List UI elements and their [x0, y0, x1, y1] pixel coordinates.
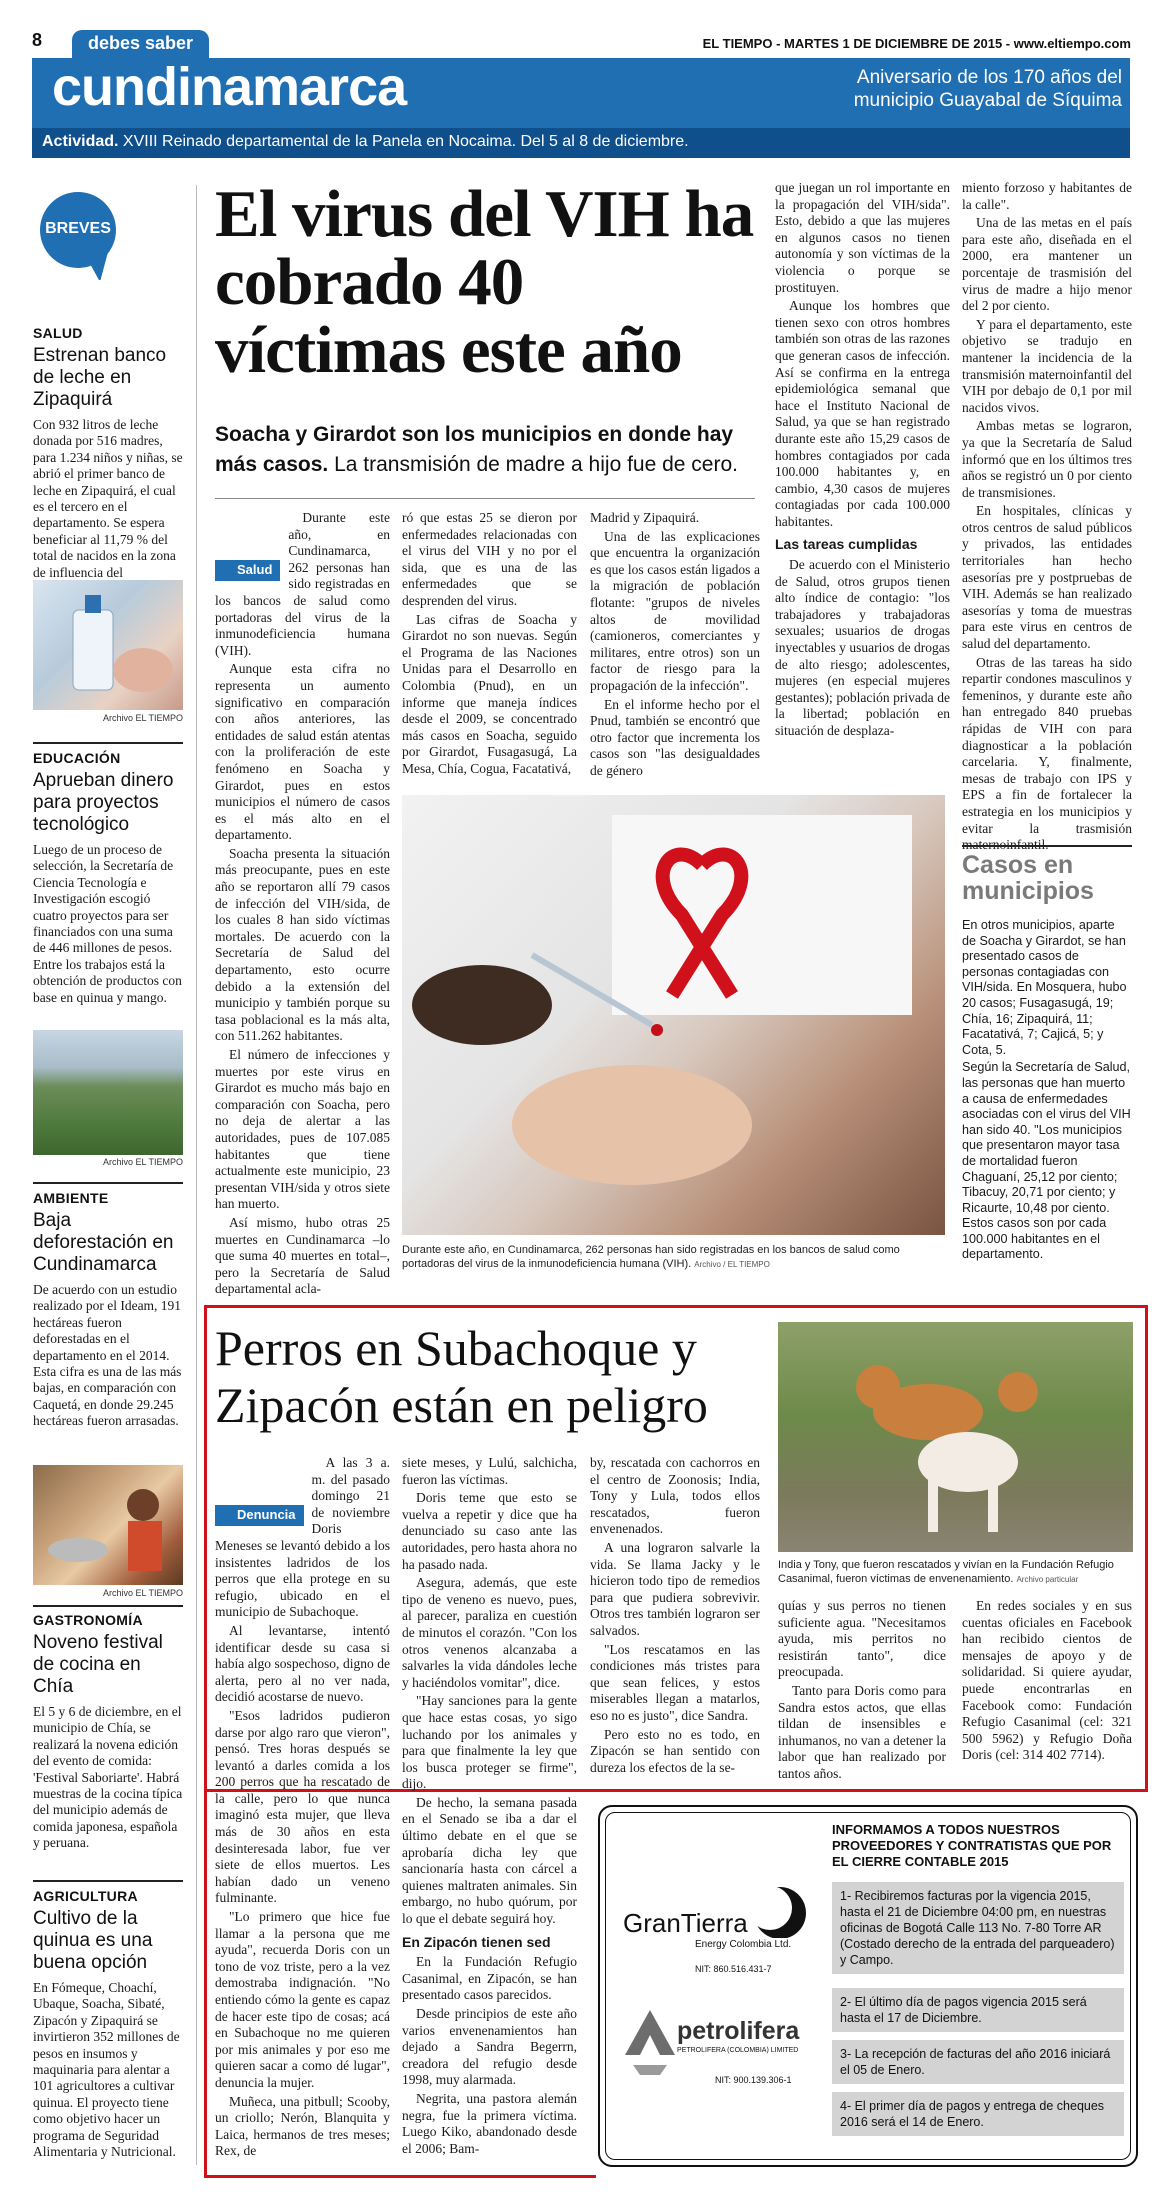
- paragraph: ró que estas 25 se dieron por enfermedades relacionadas con el virus del VIH y no por el sida, que es una de las enfermedades que se desprenden del virus.: [402, 510, 577, 608]
- paragraph: Así mismo, hubo otras 25 muertes en Cundinamarca –lo que suma 40 muertes en total–, pero la Secretaría de Salud departamental acla-: [215, 1214, 390, 1297]
- deck-regular: La transmisión de madre a hijo fue de cero.: [334, 453, 738, 476]
- brief-body: Con 932 litros de leche donada por 516 madres, para 1.234 niños y niñas, se abrió el primer banco de leche en Zipaquirá, el cual es el tercero en el departamento. Se espera beneficiar al 11,79 % del total de nacidos en la zona de influencia del: [33, 417, 183, 580]
- divider: [33, 1880, 183, 1882]
- ad-headline: INFORMAMOS A TODOS NUESTROS PROVEEDORES Y CONTRATISTAS QUE POR EL CIERRE CONTABLE 2015: [832, 1822, 1112, 1869]
- brief-ambiente: [33, 1190, 183, 1430]
- dogs-col-1: [215, 1455, 390, 2162]
- brief-body: Luego de un proceso de selección, la Secretaría de Ciencia Tecnología e Investigación escogió cuatro proyectos para ser financiados con una suma de 446 millones de pesos. Entre los trabajos está la obtención de productos con base en quinua y mango.: [33, 842, 182, 1005]
- photo-credit: Archivo EL TIEMPO: [102, 1157, 183, 1167]
- paragraph: En redes sociales y en sus cuentas oficiales en Facebook han recibido cientos de mensajes de apoyo y de solidaridad. Si quiere ayudar, puede encontrarlas en Facebook como: Fundación Refugio Casanimal (cel: 321 500 5962) y Refugio Doña Doris (cel: 314 402 7714).: [962, 1598, 1132, 1763]
- page-number: 8: [32, 30, 43, 50]
- divider: [33, 1605, 183, 1607]
- paragraph: El número de infecciones y muertes por este virus en Girardot es mucho más bajo en comparación con Soacha, pero no deja de alertar a las autoridades, pues de 107.085 habitantes que tiene actualmente este municipio, 23 presentan VIH/sida y otros siete han muerto.: [215, 1047, 390, 1212]
- subhead: En Zipacón tienen sed: [402, 1933, 551, 1950]
- paragraph: by, rescatada con cachorros en el centro de Zoonosis; India, Tony y Lula, todos ellos rescatados, fueron envenenados.: [590, 1455, 760, 1537]
- dogs-col-2: [402, 1455, 577, 2159]
- paragraph: que juegan un rol importante en la propagación del VIH/sida". Esto, debido a que las mujeres en algunos casos no tienen autonomía y son víctimas de la violencia o porque se prostituyen.: [775, 180, 950, 295]
- photo-credit: Archivo EL TIEMPO: [102, 713, 183, 723]
- main-photo-caption: [402, 1243, 942, 1272]
- paragraph: Ambas metas se lograron, ya que la Secretaría de Salud informó que en los últimos tres años se registró un 0 por ciento de transmisiones.: [962, 418, 1132, 500]
- sidebar-rule: [962, 845, 1132, 847]
- landscape-photo: [33, 1030, 183, 1155]
- main-col-2: [402, 510, 577, 780]
- main-col-1: [215, 510, 390, 1300]
- main-col-4: [775, 180, 950, 742]
- paragraph: Según la Secretaría de Salud, las personas que han muerto a causa de enfermedades asociadas con el virus del VIH han sido 40. "Los municipios que presentaron mayor tasa de mortalidad fueron Chaguaní, 25,12 por ciento; Tibacuy, 20,71 por ciento; y Ricaurte, 10,48 por ciento. Estos casos son por cada 100.000 habitantes en el departamento.: [962, 1060, 1131, 1262]
- highlight-box-bottom: [204, 2175, 596, 2178]
- caption-text: Durante este año, en Cundinamarca, 262 personas han sido registradas en los bancos de salud como portadoras del virus de la inmunodeficiencia humana (VIH).: [402, 1244, 900, 1270]
- brief-agricultura: [33, 1888, 183, 2160]
- dogs-photo-caption: [778, 1558, 1133, 1587]
- milk-bank-photo: [33, 580, 183, 710]
- paragraph: siete meses, y Lulú, salchicha, fueron las víctimas.: [402, 1455, 577, 1487]
- main-col-5: [962, 180, 1132, 856]
- brief-section: SALUD: [33, 325, 83, 341]
- paragraph: Las cifras de Soacha y Girardot no son nuevas. Según el Programa de las Naciones Unidas para el Desarrollo en Colombia (Pnud), en un informe que maneja índices desde el 2009, se concentrado más casos en Soacha, seguido por Girardot, Fusagasugá, La Mesa, Chía, Cogua, Facatativá,: [402, 611, 577, 776]
- deck-rule: [215, 498, 755, 499]
- paragraph: Soacha presenta la situación más preocupante, pues en este año se reportaron allí 79 casos de infección del VIH/sida, de los cuales 8 han sido víctimas mortales. De acuerdo con la Secretaría de Salud del departamento, esto ocurre debido a la extensión del municipio y también porque su tasa poblacional es la más alta, con 511.262 habitantes.: [215, 845, 390, 1044]
- petrolifera-sub: PETROLIFERA (COLOMBIA) LIMITED: [677, 2047, 799, 2054]
- section-tag: Denuncia: [215, 1505, 304, 1526]
- promo-text: Aniversario de los 170 años del municipio Guayabal de Síquima: [853, 67, 1122, 111]
- paragraph: A una lograron salvarle la vida. Se llama Jacky y le hicieron todo tipo de remedios para que pudiera sobrevivir. Otros tres también lograron ser salvados.: [590, 1539, 760, 1638]
- activity-text: XVIII Reinado departamental de la Panela en Nocaima. Del 5 al 8 de diciembre.: [122, 133, 689, 150]
- milk-bottle-icon: [33, 580, 183, 710]
- dogs-col-4: [778, 1598, 946, 1785]
- sidebar-title: Casos en municipios: [962, 851, 1094, 905]
- photo-credit: Archivo particular: [1016, 1575, 1079, 1584]
- brief-section: GASTRONOMÍA: [33, 1612, 143, 1628]
- ad-item-2: 2- El último día de pagos vigencia 2015 será hasta el 17 de Diciembre.: [832, 1988, 1124, 2032]
- sidebar-body: [962, 918, 1132, 1265]
- ad-item-3: 3- La recepción de facturas del año 2016 iniciará el 05 de Enero.: [832, 2040, 1124, 2084]
- brief-body: En Fómeque, Choachí, Ubaque, Soacha, Sibaté, Zipacón y Zipaquirá se invirtieron 352 millones de pesos en insumos y maquinaria para alentar a 101 agricultores a cultivar quinua. El proyecto tiene como objetivo hacer un programa de Seguridad Alimentaria y Nutricional.: [33, 1980, 180, 2160]
- petrolifera-nit: NIT: 900.139.306-1: [715, 2075, 792, 2085]
- activity-label: Actividad.: [42, 133, 119, 150]
- section-title: cundinamarca: [52, 57, 407, 117]
- activity-line: [42, 133, 689, 151]
- section-tab: debes saber: [72, 30, 209, 60]
- brief-title: Estrenan banco de leche en Zipaquirá: [33, 345, 167, 410]
- brief-gastronomia: [33, 1612, 183, 1852]
- paragraph: Negrita, una pastora alemán negra, fue la primera víctima. Luego Kiko, abandonado desde el 2006; Bam-: [402, 2090, 577, 2156]
- paragraph: "Los rescatamos en las condiciones más tristes para que sean felices, y estos miserables llegan a matarlos, eso no es justo", dice Sandra.: [590, 1641, 760, 1723]
- brief-section: AGRICULTURA: [33, 1888, 138, 1904]
- brief-title: Aprueban dinero para proyectos tecnológico: [33, 770, 174, 835]
- brief-title: Cultivo de la quinua es una buena opción: [33, 1908, 153, 1973]
- brief-section: EDUCACIÓN: [33, 750, 121, 766]
- hiv-ribbon-icon: [402, 795, 945, 1235]
- cooking-photo: [33, 1465, 183, 1585]
- paragraph: En hospitales, clínicas y otros centros de salud públicos y privados, las entidades territoriales han hecho asesorías pre y postpruebas de VIH. Además se han realizado asesorías y toma de muestras para este virus en centros de salud del departamento.: [962, 503, 1132, 652]
- section-tag: Salud: [215, 560, 280, 581]
- brief-title: Noveno festival de cocina en Chía: [33, 1632, 163, 1697]
- dogs-col-5: [962, 1598, 1132, 1766]
- paragraph: Una de las metas en el país para este año, diseñada en el 2000, era mantener un porcentaje de trasmisión del virus de madre a hijo menor del 2 por ciento.: [962, 215, 1132, 314]
- paragraph: Durante este año, en Cundinamarca, 262 personas han sido registradas en los bancos de salud como portadoras del virus de la inmunodeficiencia humana (VIH).: [215, 510, 390, 658]
- paragraph: quías y sus perros no tienen suficiente agua. "Necesitamos ayuda, mis perritos no resistirán tanto", dice preocupada.: [778, 1598, 946, 1680]
- breves-badge: [38, 190, 111, 270]
- paragraph: Desde principios de este año varios envenenamientos han dejado a Sandra Begerrn, creadora del refugio desde 1998, muy alarmada.: [402, 2006, 577, 2088]
- gran-tierra-name: GranTierra: [623, 1908, 748, 1938]
- paragraph: Otras de las tareas ha sido repartir condones masculinos y femeninos, y durante este año han entregado 840 pruebas rápidas de VIH con para diagnosticar a la población carcelaria. Y, finalmente, mesas de trabajo con IPS y EPS a fin de fortalecer la estrategia en los municipios y evitar la trasmisión: [962, 654, 1132, 836]
- paragraph: Aunque los hombres que tienen sexo con otros hombres también son otras de las razones que generan casos de infección. Así se confirma en la entrega epidemiológica semanal que hace el Instituto Nacional de Salud, ya que se han registrado durante este año 15,29 casos de hombres contagiados por cada 100.000 habitantes y, en cambio, 4,30 casos de mujeres contagiadas por cada 100.000 habitantes.: [775, 298, 950, 529]
- ad-item-1: 1- Recibiremos facturas por la vigencia 2015, hasta el 21 de Diciembre 04:00 pm, en nuestras oficinas de Bogotá Calle 113 No. 7-80 Torre AR (Costado derecho de la entrada del parqueadero) y Campo.: [832, 1882, 1124, 1974]
- paragraph: Y para el departamento, este objetivo se tradujo en mantener la incidencia de la transmisión maternoinfantil del VIH por debajo de 0,1 por mil nacidos vivos.: [962, 316, 1132, 415]
- paragraph: Muñeca, una pitbull; Scooby, un criollo; Nerón, Blanquita y Laica, hermanos de tres meses; Rex, de: [215, 2093, 390, 2159]
- paragraph: "Lo primero que hice fue llamar a la persona que me ayuda", recuerda Doris con un tono de voz triste, pero a la vez demostraba indignación. "No entiendo cómo la gente es capaz de hacer este tipo de cosas; acá en Subachoque no me quieren por mis animales y por eso me quieren sacar a como dé lugar", denuncia la mujer.: [215, 1909, 390, 2090]
- cooking-pot-icon: [33, 1465, 183, 1585]
- paragraph: En otros municipios, aparte de Soacha y Girardot, se han presentado casos de personas contagiadas con VIH/sida. En Mosquera, hubo 20 casos; Fusagasugá, 19; Chía, 16; Zipaquirá, 11; Facatativá, 7; Cajicá, 5; y Cota, 5.: [962, 918, 1127, 1057]
- paragraph: Madrid y Zipaquirá.: [590, 510, 700, 525]
- subhead: Las tareas cumplidas: [775, 536, 918, 553]
- paragraph: Tanto para Doris como para Sandra estos actos, que ellas tildan de insensibles e inhumanos, no van a detener la labor que han realizado por tantos años.: [778, 1682, 946, 1781]
- brief-title: Baja deforestación en Cundinamarca: [33, 1210, 174, 1275]
- gran-tierra-nit: NIT: 860.516.431-7: [695, 1964, 772, 1974]
- dogs-col-3: [590, 1455, 760, 1778]
- divider: [33, 742, 183, 744]
- divider: [33, 1182, 183, 1184]
- paragraph: Doris teme que esto se vuelva a repetir y dice que ha denunciado su caso ante las autoridades, pero hasta ahora no ha pasado nada.: [402, 1490, 577, 1572]
- paragraph: Al levantarse, intentó identificar desde su casa si había algo sospechoso, digno de alerta, pero al no ver nada, decidió acostarse de nuevo.: [215, 1622, 390, 1705]
- paragraph: "Esos ladridos pudieron darse por algo raro que vieron", pensó. Tres horas después se levantó a darles comida a los 200 perros que ha rescatado de la calle, pero lo que nunca imaginó esta mujer, que lleva más de 30 años en esta desinteresada labor, fue ver siete de ellos muertos. Les habían dado un veneno fulminante.: [215, 1707, 390, 1906]
- dog-icon: [778, 1322, 1133, 1552]
- paragraph: De acuerdo con el Ministerio de Salud, otros grupos tienen alto índice de contagio: "los trabajadores y trabajadoras sexuales; usuarios de drogas inyectables y usuarios de drogas de alto riesgo; adolescentes, mujeres (en especial mujeres gestantes); población privada de la libertad; población en situación de desplaza-: [775, 557, 950, 738]
- deck-bold: Soacha y Girardot son los municipios en donde hay más casos.: [215, 423, 734, 476]
- gran-tierra-sub: Energy Colombia Ltd.: [695, 1939, 792, 1950]
- ad-item-4: 4- El primer día de pagos y entrega de cheques 2016 será el 14 de Enero.: [832, 2092, 1124, 2136]
- brief-body: De acuerdo con un estudio realizado por el Ideam, 191 hectáreas fueron deforestadas en el departamento en el 2014. Esta cifra es una de las más bajas, en comparación con Caquetá, en donde 29.245 hectáreas fueron arrasadas.: [33, 1282, 182, 1429]
- brief-educacion: [33, 750, 183, 1006]
- photo-credit: Archivo / EL TIEMPO: [694, 1260, 770, 1269]
- caption-text: India y Tony, que fueron rescatados y vivían en la Fundación Refugio Casanimal, fueron víctimas de envenenamiento.: [778, 1559, 1114, 1585]
- paragraph: Pero esto no es todo, en Zipacón se han sentido con dureza los efectos de la se-: [590, 1726, 760, 1775]
- paragraph: Asegura, además, que este tipo de veneno es nuevo, pues, al parecer, paraliza en cuestión de minutos el corazón. "Con los otros venenos alcanzaba a salvarles la vida dándoles leche y haciéndolos vomitar", dice.: [402, 1575, 577, 1690]
- paragraph: A las 3 a. m. del pasado domingo 21 de noviembre Doris Meneses se levantó debido a los insistentes ladridos de los perros que ella protege en su refugio, ubicado en el municipio de Subachoque.: [215, 1455, 390, 1620]
- paragraph: "Hay sanciones para la gente que hace estas cosas, yo sigo luchando por los animales y para que finalmente la ley que los busca proteger se firme", dijo.: [402, 1693, 577, 1792]
- photo-credit: Archivo EL TIEMPO: [102, 1588, 183, 1598]
- gran-tierra-logo: [615, 1878, 825, 1978]
- brief-body: El 5 y 6 de diciembre, en el municipio de Chía, se realizará la novena edición del evento de comida: 'Festival Saboriarte'. Habrá muestras de la cocina típica del municipio además de comida japonesa, española y peruana.: [33, 1704, 183, 1851]
- main-headline: El virus del VIH ha cobrado 40 víctimas este año: [215, 177, 754, 387]
- newspaper-dateline: EL TIEMPO - MARTES 1 DE DICIEMBRE DE 2015 - www.eltiempo.com: [702, 36, 1131, 51]
- brief-section: AMBIENTE: [33, 1190, 109, 1206]
- dogs-photo: [778, 1322, 1133, 1552]
- hiv-test-photo: [402, 795, 945, 1235]
- petrolifera-icon: [615, 2005, 685, 2075]
- paragraph: miento forzoso y habitantes de la calle".: [962, 180, 1132, 212]
- paragraph: En la Fundación Refugio Casanimal, en Zipacón, se han presentado casos parecidos.: [402, 1954, 577, 2003]
- paragraph: En el informe hecho por el Pnud, también se encontró que otro factor que incrementa los casos son "las desigualdades de género: [590, 696, 760, 778]
- highlight-box-left: [204, 1788, 207, 2178]
- petrolifera-logo: [615, 2005, 825, 2105]
- breves-label: BREVES: [45, 220, 111, 237]
- main-deck: [215, 420, 760, 480]
- dogs-headline: Perros en Subachoque y Zipacón están en peligro: [215, 1320, 708, 1433]
- paragraph: De hecho, la semana pasada en el Senado se iba a dar el último debate en el que se aprobaría dicha ley que sancionaría hasta con cárcel a quienes maltraten animales. Sin embargo, no hubo quórum, por lo que el debate seguirá hoy.: [402, 1794, 577, 1927]
- paragraph: Una de las explicaciones que encuentra la organización es que los casos están ligados a la migración de población flotante: "grupos de niveles altos de movilidad (camioneros, comerciantes y militares, entre otros) son un factor de riesgo para la propagación de la infección".: [590, 528, 760, 693]
- brief-salud: [33, 325, 183, 597]
- main-col-3: [590, 510, 760, 782]
- petrolifera-name: petrolifera: [677, 2017, 800, 2045]
- column-rule: [196, 185, 197, 2165]
- paragraph: Aunque esta cifra no representa un aumento significativo en comparación con años anteriores, las entidades de salud están atentas con la proliferación de este fenómeno en Soacha y Girardot, pues en estos municipios el número de casos es el más alto en el departamento.: [215, 661, 390, 843]
